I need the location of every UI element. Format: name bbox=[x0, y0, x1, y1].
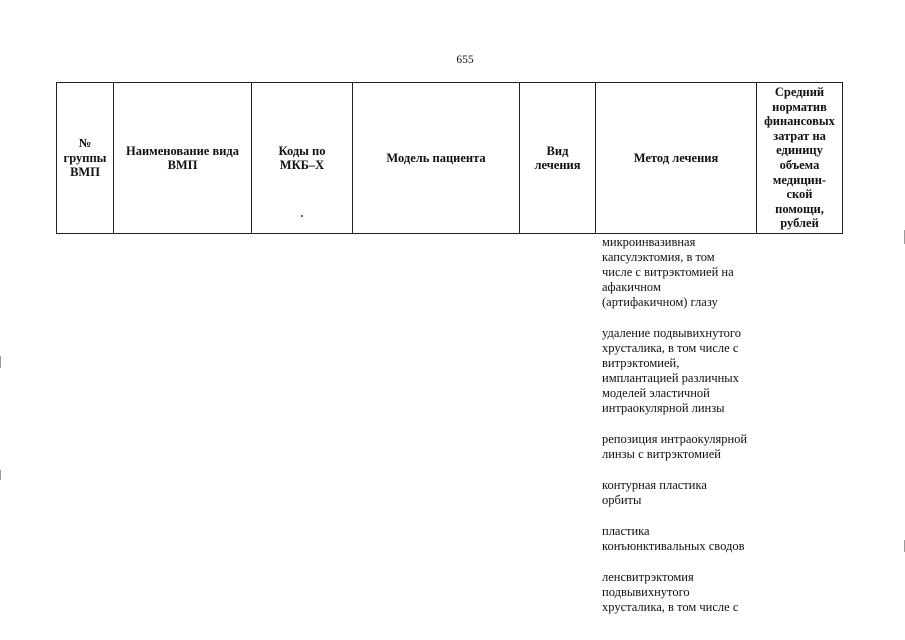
table-header bbox=[56, 82, 843, 234]
method-item-conjunctival-plasty: пластика конъюнктивальных сводов bbox=[602, 524, 745, 553]
method-item-capsulectomy: микроинвазивная капсулэктомия, в том числе с витрэктомией на афакичном (артифакичном) глазу bbox=[602, 235, 734, 309]
column-header-vmp-name: Наименование вида ВМП bbox=[114, 83, 252, 234]
column-header-average-cost: Средний норматив финансовых затрат на единицу объема медицин- ской помощи, рублей bbox=[757, 83, 843, 234]
scan-edge-mark bbox=[0, 470, 1, 480]
method-item-lensvitrectomy: ленсвитрэктомия подвывихнутого хрусталика, в том числе с bbox=[602, 570, 739, 614]
column-header-patient-model: Модель пациента bbox=[353, 83, 520, 234]
column-header-group-number: № группы ВМП bbox=[57, 83, 114, 234]
scan-dot bbox=[301, 215, 303, 217]
method-item-orbit-plasty: контурная пластика орбиты bbox=[602, 478, 707, 507]
method-item-lens-removal: удаление подвывихнутого хрусталика, в том числе с витрэктомией, имплантацией различных моделей эластичной интраокулярной линзы bbox=[602, 326, 741, 415]
treatment-method-list bbox=[602, 235, 762, 631]
scan-edge-mark bbox=[0, 356, 1, 368]
column-header-icd-codes: Коды по МКБ–Х bbox=[252, 83, 353, 234]
page-number: 655 bbox=[456, 54, 474, 66]
column-header-treatment-type: Вид лечения bbox=[520, 83, 596, 234]
method-item-iol-reposition: репозиция интраокулярной линзы с витрэктомией bbox=[602, 432, 748, 461]
column-header-treatment-method: Метод лечения bbox=[596, 83, 757, 234]
